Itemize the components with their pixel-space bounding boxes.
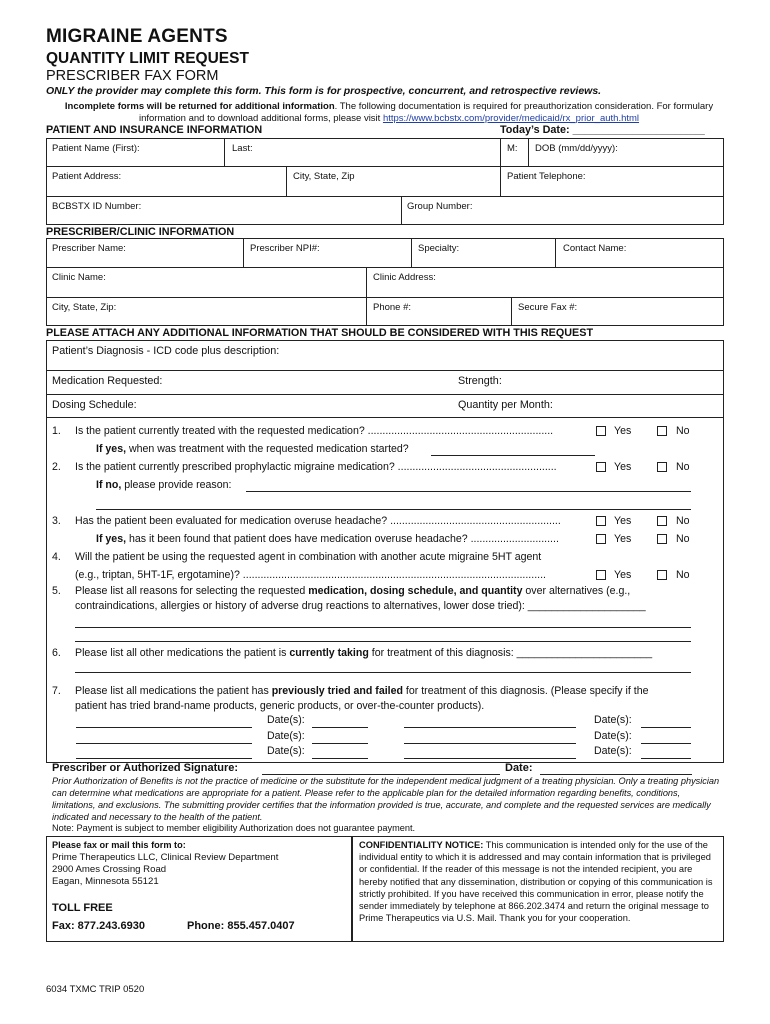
q7-dates-line[interactable] [641,743,691,744]
confidentiality-text: This communication is intended only for the use of the individual entity to which it is addressed and may contain information that is privileged or confidential. If the reader of this message is not the intended recipient, you are hereby notified that any dissemination, distribution or copying of this communication is strictly prohibited. If you have received this communication in error, please notify the sender immediately by telephone at 866.202.3474 and return the original message to Prime Therapeutics via U.S. Mail. Thank you for your cooperation. [359,840,713,924]
patient-first-name-field[interactable]: Patient Name (First): [52,143,140,154]
question-4-line-1: Will the patient be using the requested agent in combination with another acute migraine 5HT agent [75,551,542,563]
question-5-line-2: contraindications, allergies or history of adverse drug reactions to alternatives, lower dose tried): ____________________ [75,600,646,612]
payment-note: Note: Payment is subject to member eligibility Authorization does not guarantee payment. [52,823,416,833]
group-number-field[interactable]: Group Number: [407,201,473,212]
incomplete-notice-text: . The following documentation is required for preauthorization consideration. For formulary information and to download additional forms, please visit [138,101,714,124]
q3a-yes-label: Yes [614,533,632,545]
q7-dates-line[interactable] [312,743,368,744]
strength-field[interactable]: Strength: [458,375,502,387]
q7-post: for treatment of this diagnosis. (Please specify if the [402,685,649,697]
question-number: 1. [52,425,61,437]
form-type: PRESCRIBER FAX FORM [46,68,219,84]
question-number: 3. [52,515,61,527]
authorization-disclaimer: Prior Authorization of Benefits is not the practice of medicine or the substitute for the independent medical judgment of a treating physician. Only a treating physician can determine what medications are appropriate for a patient. Please refer to the applicable plan for the detailed information regarding benefits, conditions, limitations, and exclusions. The submitting provider certifies that the information provided is true, accurate, and complete and the requested services are medically indicated and necessary to the health of the patient. [52,776,720,822]
question-2-text: Is the patient currently prescribed prophylactic migraine medication? ...................................................... [75,461,557,473]
todays-date-field[interactable]: Today’s Date: ______________________ [500,124,705,136]
incomplete-notice [64,101,714,125]
q3a-no-checkbox[interactable] [657,534,667,544]
q1a-text: when was treatment with the requested medication started? [126,443,409,455]
q7-pre: Please list all medications the patient has [75,685,272,697]
q7-med-line[interactable] [404,743,576,744]
fax-number: Fax: 877.243.6930 [52,920,145,932]
q4-no-checkbox[interactable] [657,570,667,580]
q7-dates-label: Date(s): [267,714,305,726]
patient-address-field[interactable]: Patient Address: [52,171,122,182]
patient-last-name-field[interactable]: Last: [232,143,253,154]
signature-date-label: Date: [505,762,533,774]
question-4-line-2: (e.g., triptan, 5HT-1F, ergotamine)? ....................................................................................................... [75,569,546,581]
patient-info-box [46,138,724,225]
q3-yes-checkbox[interactable] [596,516,606,526]
question-5-line-1 [75,585,630,597]
q1-yes-label: Yes [614,425,632,437]
q7-med-line[interactable] [404,758,576,759]
q6-pre: Please list all other medications the patient is [75,647,290,659]
q4-yes-checkbox[interactable] [596,570,606,580]
question-7-line-2: patient has tried brand-name products, generic products, or over-the-counter products). [75,700,485,712]
patient-telephone-field[interactable]: Patient Telephone: [507,171,586,182]
q3-no-label: No [676,515,690,527]
fax-mail-heading: Please fax or mail this form to: [52,840,186,850]
question-1-text: Is the patient currently treated with the requested medication? ............................................................... [75,425,554,437]
contact-name-field[interactable]: Contact Name: [563,243,627,254]
company-street: 2900 Ames Crossing Road [52,864,167,875]
signature-label: Prescriber or Authorized Signature: [52,762,239,774]
member-id-field[interactable]: BCBSTX ID Number: [52,201,142,212]
q6-answer-line[interactable] [75,672,691,673]
q5-answer-line-2[interactable] [75,641,691,642]
question-number: 5. [52,585,61,597]
q7-dates-label: Date(s): [267,745,305,757]
clinic-phone-field[interactable]: Phone #: [373,302,412,313]
patient-section-heading: PATIENT AND INSURANCE INFORMATION [46,124,263,136]
q7-med-line[interactable] [76,743,252,744]
q2-no-label: No [676,461,690,473]
q3-yes-label: Yes [614,515,632,527]
q3a-text: has it been found that patient does have medication overuse headache? .............................. [126,533,559,545]
q1-yes-checkbox[interactable] [596,426,606,436]
q7-dates-line[interactable] [312,727,368,728]
provider-notice: ONLY the provider may complete this form. This form is for prospective, concurrent, and retrospective reviews. [46,85,602,97]
patient-mi-field[interactable]: M: [507,143,518,154]
q7-med-line[interactable] [76,727,252,728]
q3a-no-label: No [676,533,690,545]
specialty-field[interactable]: Specialty: [418,243,460,254]
q3-no-checkbox[interactable] [657,516,667,526]
company-city: Eagan, Minnesota 55121 [52,876,159,887]
secure-fax-field[interactable]: Secure Fax #: [518,302,578,313]
q2a-answer-line-1[interactable] [246,491,691,492]
q6-post: for treatment of this diagnosis: _______________________ [368,647,653,659]
q2a-bold: If no, [96,479,122,491]
q3a-bold: If yes, [96,533,127,545]
q2-yes-label: Yes [614,461,632,473]
medication-requested-field[interactable]: Medication Requested: [52,375,163,387]
formulary-link[interactable]: https://www.bcbstx.com/provider/medicaid/rx_prior_auth.html [382,113,640,124]
q1a-bold: If yes, [96,443,127,455]
prescriber-section-heading: PRESCRIBER/CLINIC INFORMATION [46,226,235,238]
q4-yes-label: Yes [614,569,632,581]
q7-dates-line[interactable] [641,727,691,728]
quantity-per-month-field[interactable]: Quantity per Month: [458,399,553,411]
q7-bold: previously tried and failed [271,685,403,697]
question-number: 4. [52,551,61,563]
q5-post: over alternatives (e.g., [522,585,631,597]
question-number: 7. [52,685,61,697]
q7-med-line[interactable] [404,727,576,728]
question-3-text: Has the patient been evaluated for medication overuse headache? .......................................................... [75,515,561,527]
q7-dates-line[interactable] [641,758,691,759]
form-subtitle: QUANTITY LIMIT REQUEST [46,50,249,67]
q5-bold: medication, dosing schedule, and quantity [308,585,523,597]
q6-bold: currently taking [289,647,369,659]
question-2a [96,479,231,491]
q1a-answer-line[interactable] [431,455,595,456]
company-name: Prime Therapeutics LLC, Clinical Review Department [52,852,279,863]
q2-no-checkbox[interactable] [657,462,667,472]
patient-city-field[interactable]: City, State, Zip [293,171,355,182]
q7-dates-label: Date(s): [594,745,632,757]
question-3a [96,533,559,545]
q5-pre: Please list all reasons for selecting the requested [75,585,309,597]
form-code: 6034 TXMC TRIP 0520 [46,984,145,995]
q1-no-label: No [676,425,690,437]
q7-med-line[interactable] [76,758,252,759]
dosing-schedule-field[interactable]: Dosing Schedule: [52,399,137,411]
q7-dates-label: Date(s): [594,730,632,742]
q7-dates-label: Date(s): [594,714,632,726]
question-number: 6. [52,647,61,659]
clinic-city-field[interactable]: City, State, Zip: [52,302,117,313]
q2a-text: please provide reason: [121,479,232,491]
q3a-yes-checkbox[interactable] [596,534,606,544]
q7-dates-label: Date(s): [267,730,305,742]
toll-free-heading: TOLL FREE [52,902,113,914]
phone-number: Phone: 855.457.0407 [187,920,295,932]
diagnosis-field[interactable]: Patient’s Diagnosis - ICD code plus description: [52,345,280,357]
q7-dates-line[interactable] [312,758,368,759]
q2a-answer-line-2[interactable] [96,509,691,510]
question-number: 2. [52,461,61,473]
q4-no-label: No [676,569,690,581]
clinic-address-field[interactable]: Clinic Address: [373,272,436,283]
confidentiality-heading: CONFIDENTIALITY NOTICE: [359,840,484,850]
additional-info-heading: PLEASE ATTACH ANY ADDITIONAL INFORMATION THAT SHOULD BE CONSIDERED WITH THIS REQUEST [46,327,594,339]
clinic-name-field[interactable]: Clinic Name: [52,272,106,283]
incomplete-notice-bold: Incomplete forms will be returned for additional information [64,101,335,112]
q2-yes-checkbox[interactable] [596,462,606,472]
question-1a [96,443,409,455]
patient-dob-field[interactable]: DOB (mm/dd/yyyy): [535,143,618,154]
q5-answer-line-1[interactable] [75,627,691,628]
q1-no-checkbox[interactable] [657,426,667,436]
form-title: MIGRAINE AGENTS [46,26,228,47]
question-7-line-1 [75,685,649,697]
prescriber-name-field[interactable]: Prescriber Name: [52,243,126,254]
question-6-text [75,647,652,659]
prescriber-npi-field[interactable]: Prescriber NPI#: [250,243,320,254]
confidentiality-notice [359,839,717,924]
